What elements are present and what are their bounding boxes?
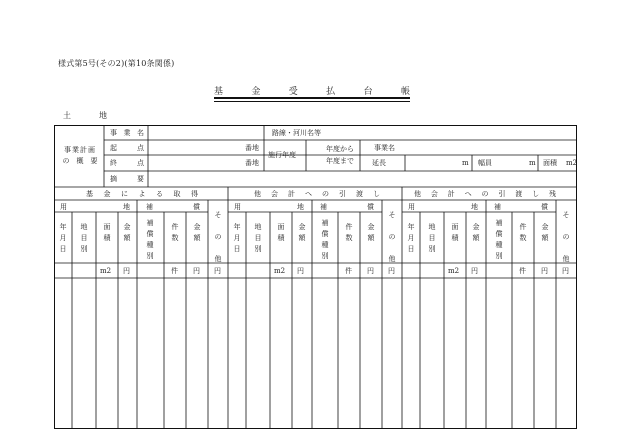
overview-label: 事業計画: [64, 146, 96, 154]
area-unit: m2: [566, 159, 578, 167]
section-header-remaining: 他 会 計 へ の 引 渡 し 残: [414, 190, 556, 198]
row-label-end: 終 点: [110, 159, 144, 167]
unit-m2: m2: [448, 267, 460, 275]
unit-yen: 円: [562, 267, 569, 275]
col-count: 件数: [171, 223, 179, 242]
group-land-1: 用 地: [60, 203, 130, 211]
land-label: 土 地: [63, 111, 117, 120]
col-comp-type: 補償種別: [146, 219, 154, 260]
col-date: 年月日: [407, 223, 415, 253]
col-amount: 金額: [298, 223, 306, 242]
col-lot: 地目別: [80, 223, 88, 253]
to-year: 年度まで: [326, 157, 354, 165]
length-label: 延長: [372, 159, 386, 167]
col-other: その他: [214, 211, 222, 263]
col-area: 面積: [451, 223, 459, 242]
unit-yen: 円: [214, 267, 221, 275]
col-comp-type: 補償種別: [495, 219, 503, 260]
unit-yen: 円: [471, 267, 478, 275]
row-label-summary: 摘 要: [110, 175, 144, 183]
col-other: その他: [562, 211, 570, 263]
row-label-project-name: 事 業 名: [110, 129, 144, 137]
form-number: 様式第5号(その2)(第10条関係): [58, 59, 175, 68]
group-land-2: 用 地: [234, 203, 304, 211]
title-char: 台: [363, 87, 373, 97]
length-unit: m: [462, 159, 469, 167]
area-label: 面積: [543, 159, 557, 167]
unit-ken: 件: [345, 267, 352, 275]
section-header-transfer: 他 会 計 へ の 引 渡 し: [254, 190, 380, 198]
unit-yen: 円: [193, 267, 200, 275]
col-other: その他: [388, 211, 396, 263]
unit-yen: 円: [541, 267, 548, 275]
from-year: 年度から: [326, 145, 354, 153]
section-header-acquisition: 基 金 に よ る 取 得: [86, 190, 198, 198]
width-label: 幅員: [478, 159, 492, 167]
col-comp-type: 補償種別: [321, 219, 329, 260]
col-amount: 金額: [367, 223, 375, 242]
col-lot: 地目別: [428, 223, 436, 253]
unit-yen: 円: [367, 267, 374, 275]
group-comp-1: 補 償: [146, 203, 200, 211]
unit-m2: m2: [100, 267, 112, 275]
title-char: 基: [214, 87, 224, 97]
col-area: 面積: [103, 223, 111, 242]
title-char: 帳: [400, 87, 410, 97]
col-amount: 金額: [123, 223, 131, 242]
end-banchi: 番地: [245, 159, 259, 167]
unit-yen: 円: [297, 267, 304, 275]
unit-ken: 件: [519, 267, 526, 275]
unit-yen: 円: [123, 267, 130, 275]
route-label: 路線・河川名等: [272, 129, 321, 137]
title-char: 受: [288, 87, 298, 97]
title-char: 金: [251, 87, 261, 97]
col-amount: 金額: [472, 223, 480, 242]
start-banchi: 番地: [245, 144, 259, 152]
col-lot: 地目別: [254, 223, 262, 253]
title-char: 払: [326, 87, 336, 97]
overview-label-2: の 概 要: [62, 157, 98, 165]
group-comp-2: 補 償: [320, 203, 374, 211]
col-date: 年月日: [233, 223, 241, 253]
col-count: 件数: [519, 223, 527, 242]
col-count: 件数: [345, 223, 353, 242]
unit-yen: 円: [388, 267, 395, 275]
width-unit: m: [529, 159, 536, 167]
col-date: 年月日: [59, 223, 67, 253]
year-label: 施行年度: [268, 151, 296, 159]
unit-ken: 件: [171, 267, 178, 275]
project-name-label: 事業名: [374, 144, 395, 152]
col-amount: 金額: [541, 223, 549, 242]
row-label-start: 起 点: [110, 144, 144, 152]
col-amount: 金額: [193, 223, 201, 242]
group-land-3: 用 地: [408, 203, 478, 211]
col-area: 面積: [277, 223, 285, 242]
group-comp-3: 補 償: [494, 203, 548, 211]
unit-m2: m2: [274, 267, 286, 275]
